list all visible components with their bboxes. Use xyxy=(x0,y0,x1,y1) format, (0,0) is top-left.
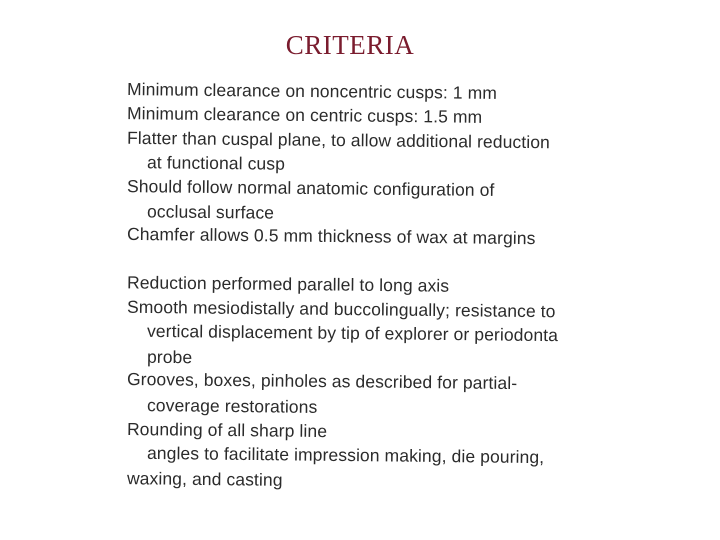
criteria-line: vertical displacement by tip of explorer or periodonta xyxy=(146,320,559,346)
criteria-line: waxing, and casting xyxy=(126,468,283,490)
slide-title: CRITERIA xyxy=(285,30,415,60)
criteria-line: Minimum clearance on centric cusps: 1.5 mm xyxy=(126,103,483,127)
criteria-line: occlusal surface xyxy=(146,201,275,223)
criteria-line: probe xyxy=(146,346,193,368)
criteria-line: Chamfer allows 0.5 mm thickness of wax at margins xyxy=(126,223,536,249)
criteria-line: angles to facilitate impression making, die pouring, xyxy=(146,442,545,468)
criteria-line: coverage restorations xyxy=(146,395,318,417)
criteria-line: Minimum clearance on noncentric cusps: 1 mm xyxy=(126,79,498,103)
criteria-line: Grooves, boxes, pinholes as described for partial- xyxy=(126,368,518,394)
criteria-line: at functional cusp xyxy=(146,152,286,174)
criteria-line: Rounding of all sharp line xyxy=(126,418,328,442)
criteria-line: Flatter than cuspal plane, to allow additional reduction xyxy=(126,127,551,153)
criteria-line: Should follow normal anatomic configuration of xyxy=(126,176,495,200)
criteria-line: Smooth mesiodistally and buccolingually; resistance to xyxy=(126,296,556,322)
criteria-line: Reduction performed parallel to long axis xyxy=(126,272,450,296)
